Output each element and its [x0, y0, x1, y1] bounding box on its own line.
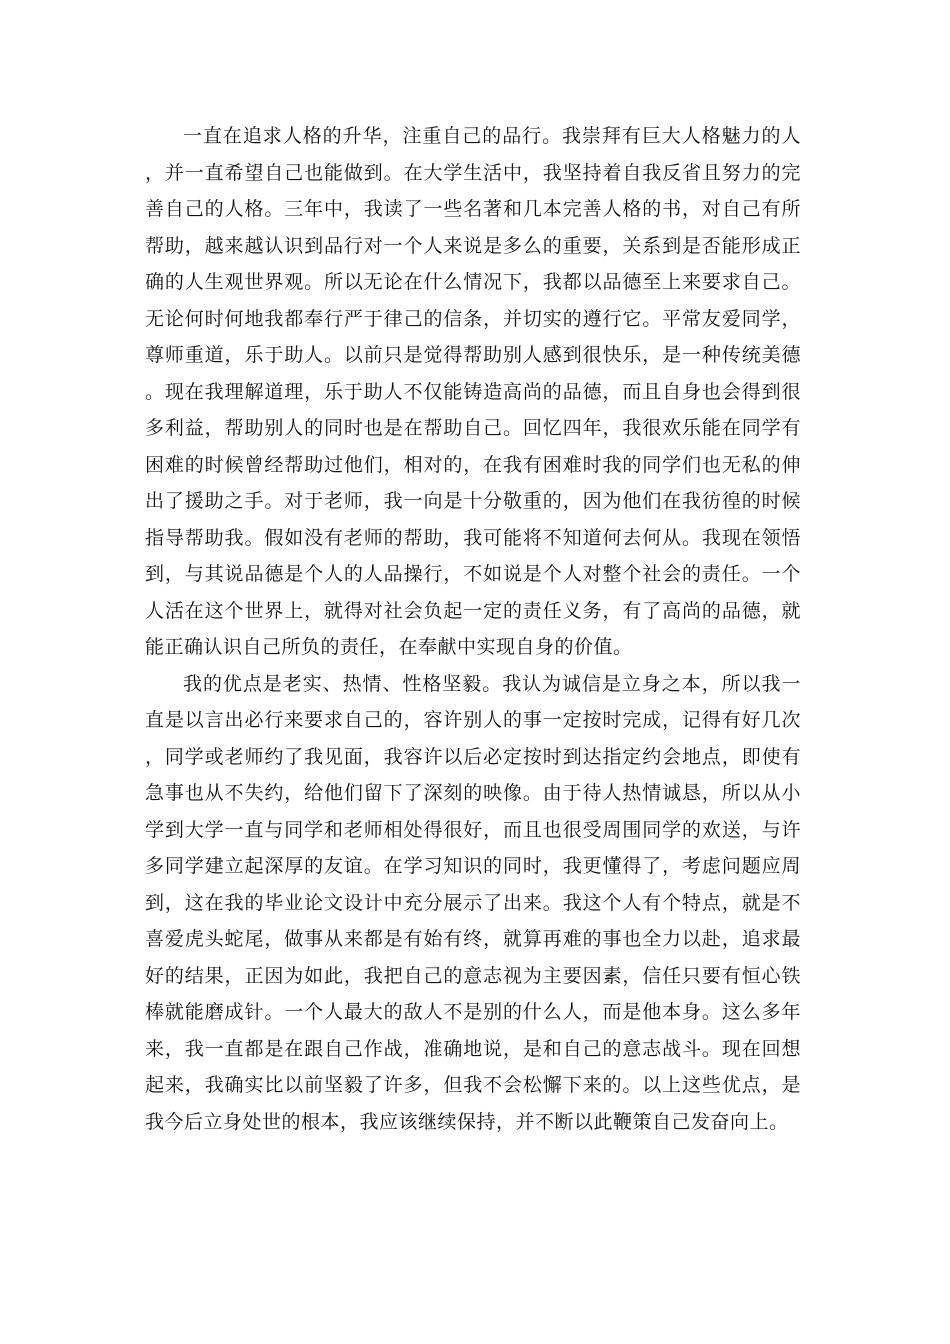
document-page	[145, 118, 801, 1140]
paragraph-character: 一直在追求人格的升华，注重自己的品行。我崇拜有巨大人格魅力的人，并一直希望自己也能做到。在大学生活中，我坚持着自我反省且努力的完善自己的人格。三年中，我读了一些名著和几本完善人格的书，对自己有所帮助，越来越认识到品行对一个人来说是多么的重要，关系到是否能形成正确的人生观世界观。所以无论在什么情况下，我都以品德至上来要求自己。无论何时何地我都奉行严于律己的信条，并切实的遵行它。平常友爱同学，尊师重道，乐于助人。以前只是觉得帮助别人感到很快乐，是一种传统美德。现在我理解道理，乐于助人不仅能铸造高尚的品德，而且自身也会得到很多利益，帮助别人的同时也是在帮助自己。回忆四年，我很欢乐能在同学有困难的时候曾经帮助过他们，相对的，在我有困难时我的同学们也无私的伸出了援助之手。对于老师，我一向是十分敬重的，因为他们在我彷徨的时候指导帮助我。假如没有老师的帮助，我可能将不知道何去何从。我现在领悟到，与其说品德是个人的人品操行，不如说是个人对整个社会的责任。一个人活在这个世界上，就得对社会负起一定的责任义务，有了高尚的品德，就能正确认识自己所负的责任，在奉献中实现自身的价值。	[145, 125, 801, 658]
paragraph-strengths: 我的优点是老实、热情、性格坚毅。我认为诚信是立身之本，所以我一直是以言出必行来要求自己的，容许别人的事一定按时完成，记得有好几次，同学或老师约了我见面，我容许以后必定按时到达指定约会地点，即使有急事也从不失约，给他们留下了深刻的映像。由于待人热情诚恳，所以从小学到大学一直与同学和老师相处得很好，而且也很受周围同学的欢送，与许多同学建立起深厚的友谊。在学习知识的同时，我更懂得了，考虑问题应周到，这在我的毕业论文设计中充分展示了出来。我这个人有个特点，就是不喜爱虎头蛇尾，做事从来都是有始有终，就算再难的事也全力以赴，追求最好的结果，正因为如此，我把自己的意志视为主要因素，信任只要有恒心铁棒就能磨成针。一个人最大的敌人不是别的什么人，而是他本身。这么多年来，我一直都是在跟自己作战，准确地说，是和自己的意志战斗。现在回想起来，我确实比以前坚毅了许多，但我不会松懈下来的。以上这些优点，是我今后立身处世的根本，我应该继续保持，并不断以此鞭策自己发奋向上。	[145, 672, 801, 1133]
